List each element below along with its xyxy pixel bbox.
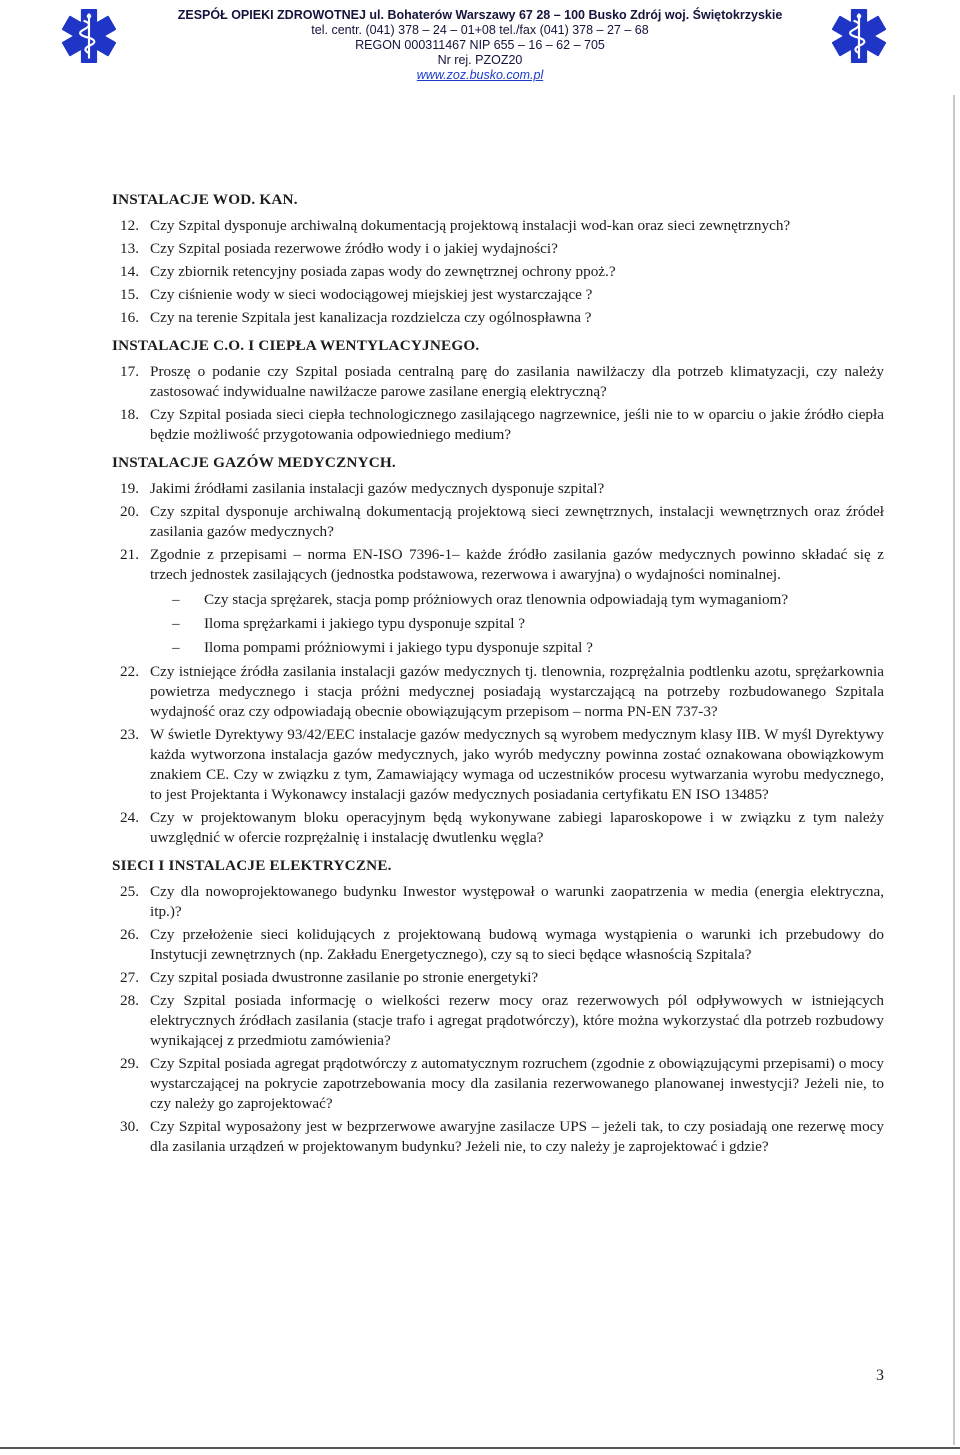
question-number: 28. (120, 992, 139, 1009)
question-item (112, 362, 884, 402)
question-item (112, 308, 884, 328)
section-heading: INSTALACJE GAZÓW MEDYCZNYCH. (112, 454, 396, 471)
question-text: Czy zbiornik retencyjny posiada zapas wody do zewnętrznej ochrony ppoż.? (150, 263, 616, 280)
question-number: 13. (120, 240, 139, 257)
question-item (112, 662, 884, 722)
question-text: Czy Szpital posiada agregat prądotwórczy z automatycznym rozruchem (zgodnie z obowiązującymi przepisami) o mocy wystarczającej na pokrycie zapotrzebowania mocy dla zasilania rezerwowanego planowanej inwestycji? Jeżeli nie, to czy należy go zaprojektować? (150, 1055, 884, 1112)
question-number: 19. (120, 480, 139, 497)
question-text: Czy Szpital posiada informację o wielkości rezerw mocy oraz rezerwowych pól odpływowych w istniejących elektrycznych źródłach zasilania (stacje trafo i agregat prądotwórczy), które można wykorzystać dla potrzeb rozbudowy wynikającej z przedmiotu zamówienia? (150, 992, 884, 1049)
question-text: Czy szpital posiada dwustronne zasilanie po stronie energetyki? (150, 969, 539, 986)
question-text: Czy Szpital posiada rezerwowe źródło wody i o jakiej wydajności? (150, 240, 558, 257)
question-text: Czy istniejące źródła zasilania instalacji gazów medycznych tj. tlenownia, rozprężalnia podtlenku azotu, sprężarkownia powietrza medycznego i stacja próżni medycznej posiadają wystarczającą na potrzeby rozbudowanego Szpitala wydajność oraz czy odpowiadają obecnie obowiązującym przepisom – norma PN-EN 737-3? (150, 663, 884, 720)
sub-question: – Czy stacja sprężarek, stacja pomp próżniowych oraz tlenownia odpowiadają tym wymaganiom? (172, 590, 884, 610)
registry-line: Nr rej. PZOZ20 (437, 53, 523, 67)
question-number: 18. (120, 406, 139, 423)
question-item (112, 262, 884, 282)
question-text: Zgodnie z przepisami – norma EN-ISO 7396-1– każde źródło zasilania gazów medycznych powinno składać się z trzech jednostek zasilających (jednostka podstawowa, rezerwowa i awaryjna) o wydajności nominalnej. (150, 546, 884, 583)
question-text: Czy Szpital posiada sieci ciepła technologicznego zasilającego nagrzewnice, jeśli nie to w oparciu o jakie źródło ciepła będzie możliwość przygotowania odpowiedniego medium? (150, 406, 884, 443)
question-item (112, 925, 884, 965)
question-text: Czy Szpital wyposażony jest w bezprzerwowe awaryjne zasilacze UPS – jeżeli tak, to czy posiadają one rezerwę mocy dla zasilania urządzeń w projektowanym budynku? Jeżeli nie, to czy należy je zaprojektować i gdzie? (150, 1118, 884, 1155)
letterhead (0, 0, 960, 110)
section-heading: SIECI I INSTALACJE ELEKTRYCZNE. (112, 857, 392, 874)
regon-nip-line: REGON 000311467 NIP 655 – 16 – 62 – 705 (355, 38, 605, 52)
question-number: 26. (120, 926, 139, 943)
star-of-life-icon (62, 6, 116, 66)
question-number: 14. (120, 263, 139, 280)
question-text: Czy szpital dysponuje archiwalną dokumentacją projektową sieci zewnętrznych, instalacji wewnętrznych oraz źródeł zasilania gazów medycznych? (150, 503, 884, 540)
question-number: 22. (120, 663, 139, 680)
question-text: Czy Szpital dysponuje archiwalną dokumentacją projektową instalacji wod-kan oraz sieci zewnętrznych? (150, 217, 791, 234)
question-item (112, 285, 884, 305)
sub-question: – Iloma pompami próżniowymi i jakiego typu dysponuje szpital ? (172, 638, 884, 658)
phone-line: tel. centr. (041) 378 – 24 – 01+08 tel./fax (041) 378 – 27 – 68 (311, 23, 649, 37)
question-item (112, 239, 884, 259)
question-number: 29. (120, 1055, 139, 1072)
question-number: 20. (120, 503, 139, 520)
website-link[interactable]: www.zoz.busko.com.pl (416, 68, 544, 82)
sub-question-list (150, 590, 884, 658)
question-number: 30. (120, 1118, 139, 1135)
question-number: 15. (120, 286, 139, 303)
question-number: 27. (120, 969, 139, 986)
question-text: Czy przełożenie sieci kolidujących z projektowaną budową wymaga wystąpienia o warunki ich przebudowy do Instytucji zewnętrznych (np. Zakładu Energetycznego), czy są to sieci będące własnością Szpitala? (150, 926, 884, 963)
question-item (112, 216, 884, 236)
page-number: 3 (876, 1367, 884, 1384)
question-text: Czy ciśnienie wody w sieci wodociągowej miejskiej jest wystarczające ? (150, 286, 593, 303)
question-item (112, 882, 884, 922)
scan-edge-bottom (0, 1447, 960, 1449)
question-number: 21. (120, 546, 139, 563)
question-number: 12. (120, 217, 139, 234)
section-heading: INSTALACJE WOD. KAN. (112, 191, 298, 208)
question-item (112, 1117, 884, 1157)
star-of-life-icon (832, 6, 886, 66)
question-item (112, 725, 884, 805)
question-number: 23. (120, 726, 139, 743)
question-item (112, 479, 884, 499)
question-item (112, 968, 884, 988)
question-text: W świetle Dyrektywy 93/42/EEC instalacje gazów medycznych są wyrobem medycznym klasy IIB. W myśl Dyrektywy każda wytworzona instalacja gazów medycznych, jako wyrób medyczny powinna zostać oznakowana obowiązkowym znakiem CE. Czy w związku z tym, Zamawiający wymaga od uczestników procesu wytwarzania wyrobu medycznego, to jest Projektanta i Wykonawcy instalacji gazów medycznych posiadania certyfikatu EN ISO 13485? (150, 726, 884, 803)
sub-question: – Iloma sprężarkami i jakiego typu dysponuje szpital ? (172, 614, 884, 634)
scan-edge-right (953, 95, 955, 1445)
organization-line: ZESPÓŁ OPIEKI ZDROWOTNEJ ul. Bohaterów Warszawy 67 28 – 100 Busko Zdrój woj. Świętokrzyskie (177, 8, 783, 22)
question-text: Proszę o podanie czy Szpital posiada centralną parę do zasilania nawilżaczy dla potrzeb klimatyzacji, czy należy zastosować indywidualne nawilżacze parowe zasilane energią elektryczną? (150, 363, 884, 400)
question-item (112, 502, 884, 542)
question-number: 24. (120, 809, 139, 826)
question-text: Czy dla nowoprojektowanego budynku Inwestor występował o warunki zaopatrzenia w media (energia elektryczna, itp.)? (150, 883, 884, 920)
question-item (112, 405, 884, 445)
question-number: 16. (120, 309, 139, 326)
question-number: 25. (120, 883, 139, 900)
question-text: Czy na terenie Szpitala jest kanalizacja rozdzielcza czy ogólnospławna ? (150, 309, 592, 326)
question-number: 17. (120, 363, 139, 380)
question-item (112, 991, 884, 1051)
document-body (112, 190, 884, 1165)
question-text: Jakimi źródłami zasilania instalacji gazów medycznych dysponuje szpital? (150, 480, 605, 497)
section-heading: INSTALACJE C.O. I CIEPŁA WENTYLACYJNEGO. (112, 337, 480, 354)
question-item (112, 545, 884, 658)
question-item (112, 1054, 884, 1114)
question-text: Czy w projektowanym bloku operacyjnym będą wykonywane zabiegi laparoskopowe i w związku z tym należy uwzględnić w ofercie rozprężalnię i instalację dwutlenku węgla? (150, 809, 884, 846)
letterhead-text (140, 8, 820, 83)
question-item (112, 808, 884, 848)
